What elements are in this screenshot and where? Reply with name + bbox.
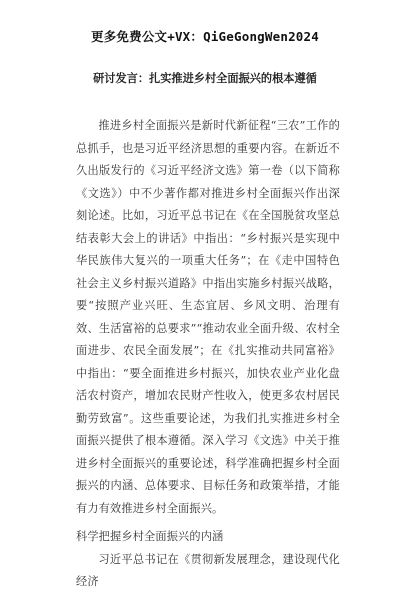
watermark-header: 更多免费公文+VX：QiGeGongWen2024 (91, 29, 319, 44)
document-body (76, 115, 340, 594)
section-subheading: 科学把握乡村全面振兴的内涵 (76, 530, 224, 543)
document-title: 研讨发言：扎实推进乡村全面振兴的根本遵循 (93, 72, 317, 85)
body-paragraph: 习近平总书记在《贯彻新发展理念，建设现代化经济 (76, 552, 340, 588)
body-paragraph: 推进乡村全面振兴是新时代新征程“三农”工作的总抓手，也是习近平经济思想的重要内容。在新近不久出版发行的《习近平经济文选》第一卷（以下简称《文选》）中不少著作都对推进乡村全面振兴作出深刻论述。比如，习近平总书记在《在全国脱贫攻坚总结表彰大会上的讲话》中指出：“乡村振兴是实现中华民族伟大复兴的一项重大任务”；在《走中国特色社会主义乡村振兴道路》中指出实施乡村振兴战略，要“按照产业兴旺、生态宜居、乡风文明、治理有效、生活富裕的总要求”“推动农业全面升级、农村全面进步、农民全面发展”；在《扎实推动共同富裕》中指出：“要全面推进乡村振兴，加快农业产业化盘活农村资产，增加农民财产性收入，使更多农村居民勤劳致富”。这些重要论述，为我们扎实推进乡村全面振兴提供了根本遵循。深入学习《文选》中关于推进乡村全面振兴的重要论述，科学准确把握乡村全面振兴的内涵、总体要求、目标任务和政策举措，才能有力有效推进乡村全面振兴。 (76, 119, 340, 515)
